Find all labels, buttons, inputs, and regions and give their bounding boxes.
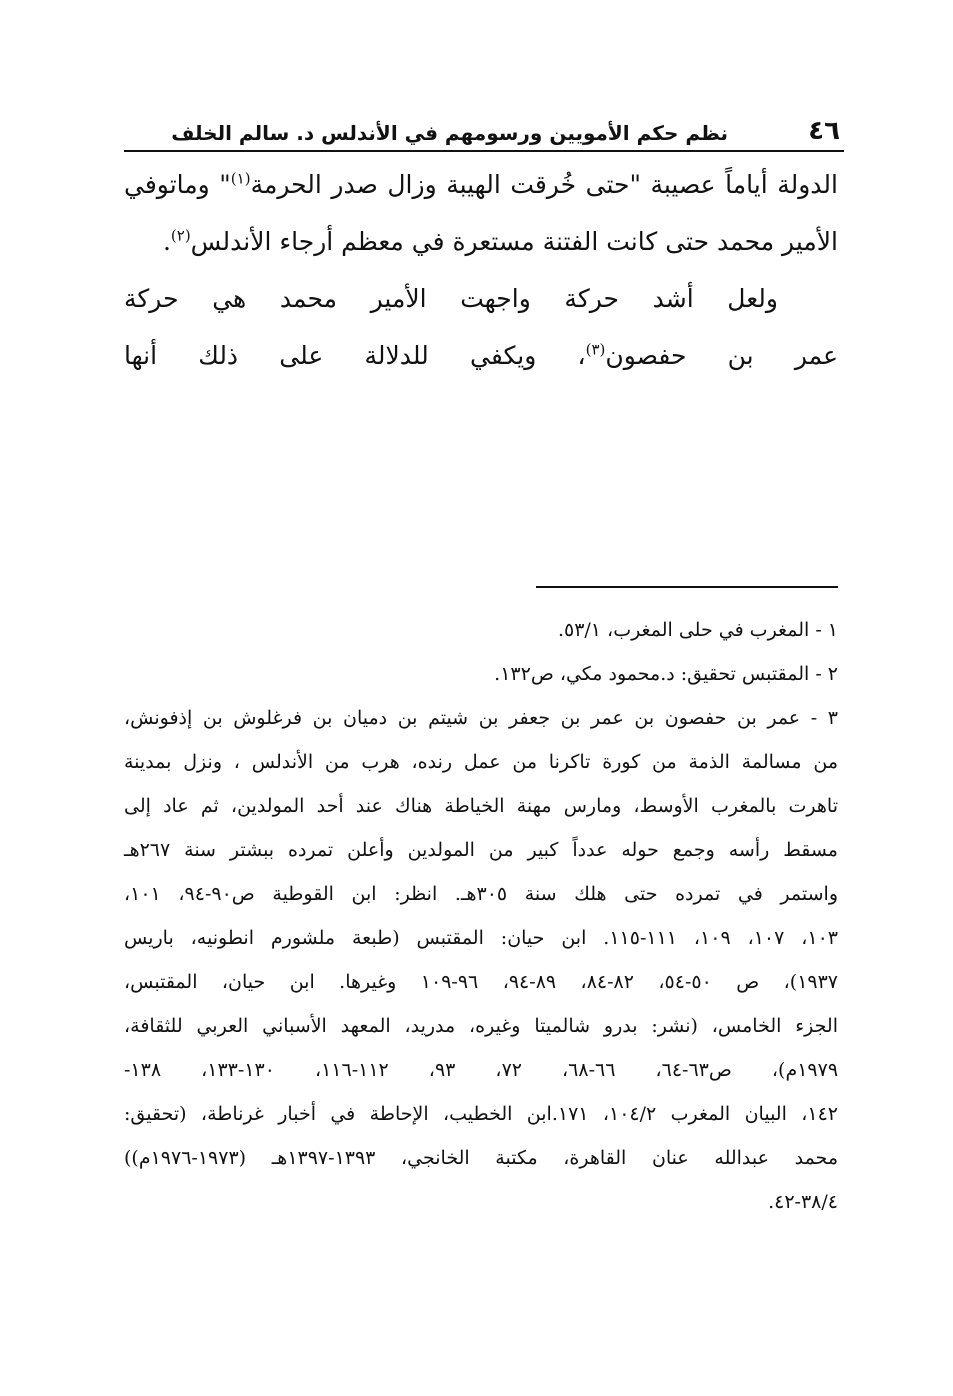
body-line-tail: " وماتوفي <box>124 170 231 199</box>
footnote-line: ٣٨/٤-٤٢. <box>768 1191 838 1213</box>
body-line <box>124 327 838 384</box>
footnote-line: مسقط رأسه وجمع حوله عدداً كبير من المولدين وأعلن تمرده ببشتر سنة ٢٦٧هـ <box>124 839 838 861</box>
header-rule <box>124 150 844 152</box>
footnote-line: الجزء الخامس، (نشر: بدرو شالميتا وغيره، مدريد، المعهد الأسباني العربي للثقافة، <box>124 1015 839 1037</box>
running-title: نظم حكم الأمويين ورسومهم في الأندلس د. سالم الخلف <box>171 121 728 145</box>
body-line-text: ولعل أشد حركة واجهت الأمير محمد هي حركة <box>124 284 778 313</box>
footnote-line: ١٠٣، ١٠٧، ١٠٩، ١١١-١١٥. ابن حيان: المقتبس (طبعة ملشورم انطونيه، باريس <box>124 927 838 949</box>
footnote-separator <box>536 586 838 588</box>
page-number: ٤٦ <box>808 116 840 146</box>
footnote-line: محمد عبدالله عنان القاهرة، مكتبة الخانجي، ١٣٩٣-١٣٩٧هـ (١٩٧٣-١٩٧٦م)) <box>124 1147 839 1169</box>
footnote-ref: (٣) <box>585 340 606 359</box>
body-line-tail: . <box>162 227 171 256</box>
body-line <box>124 270 838 327</box>
body-line <box>124 156 838 213</box>
body-line <box>124 213 838 270</box>
footnote-line: ١٩٣٧)، ص ٥٠-٥٤، ٨٢-٨٤، ٨٩-٩٤، ٩٦-١٠٩ وغيرها. ابن حيان، المقتبس، <box>124 971 839 993</box>
footnote-ref: (١) <box>230 169 251 188</box>
footnote-line: واستمر في تمرده حتى هلك سنة ٣٠٥هـ. انظر: ابن القوطية ص٩٠-٩٤، ١٠١، <box>124 883 839 905</box>
body-line-text: الدولة أياماً عصيبة "حتى خُرقت الهيبة وزال صدر الحرمة <box>250 170 838 199</box>
footnote-line: ١٩٧٩م)، ص٦٣-٦٤، ٦٦-٦٨، ٧٢، ٩٣، ١١٢-١١٦، ١٣٠-١٣٣، ١٣٨- <box>124 1059 839 1081</box>
footnote-line: ١ - المغرب في حلى المغرب، ٥٣/١. <box>557 619 838 641</box>
body-line-text: الأمير محمد حتى كانت الفتنة مستعرة في معظم أرجاء الأندلس <box>190 227 838 256</box>
body-text <box>124 156 838 384</box>
footnotes <box>124 608 838 1224</box>
running-header <box>124 114 844 154</box>
footnote-ref: (٢) <box>170 226 191 245</box>
footnote-line: ٢ - المقتبس تحقيق: د.محمود مكي، ص١٣٢. <box>494 663 838 685</box>
body-line-text: عمر بن حفصون <box>605 341 839 370</box>
body-line-tail: ، ويكفي للدلالة على ذلك أنها <box>124 341 586 370</box>
footnote-line: ٣ - عمر بن حفصون بن عمر بن جعفر بن شيتم بن دميان بن فرغلوش بن إذفونش، <box>124 707 838 729</box>
footnote-line: تاهرت بالمغرب الأوسط، ومارس مهنة الخياطة هناك عند أحد المولدين، ثم عاد إلى <box>124 795 838 817</box>
footnote-line: من مسالمة الذمة من كورة تاكرنا من عمل رنده، هرب من الأندلس ، ونزل بمدينة <box>124 751 838 773</box>
footnote-line: ١٤٢، البيان المغرب ١٠٤/٢، ١٧١.ابن الخطيب، الإحاطة في أخبار غرناطة، (تحقيق: <box>124 1103 839 1125</box>
